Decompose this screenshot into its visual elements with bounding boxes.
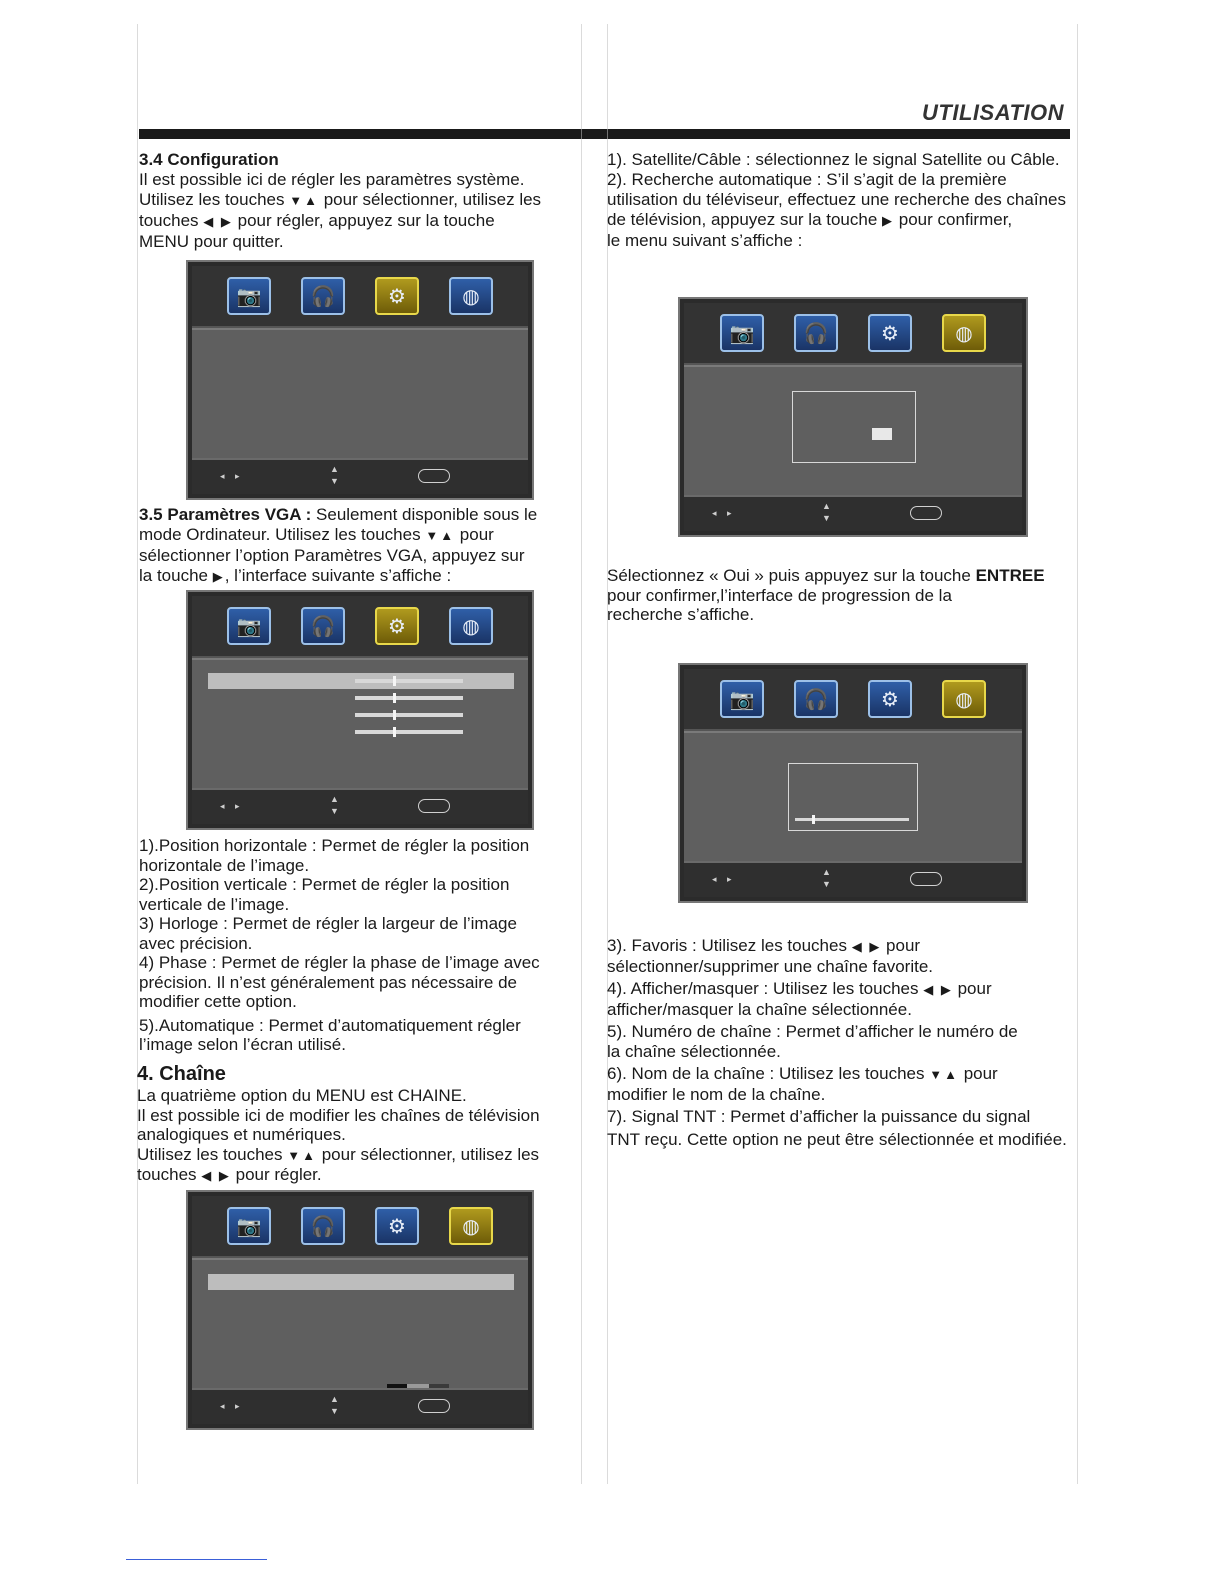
list-item: 4). Afficher/masquer : Utilisez les touches ◀ ▶ pour: [607, 979, 992, 998]
gear-icon: ⚙: [868, 314, 912, 352]
osd-footer: [192, 1388, 528, 1424]
select-section: [607, 566, 1107, 625]
vga-section: [139, 505, 579, 587]
config-text: Utilisez les touches ▼▲ pour sélectionner, utilisez les: [139, 190, 542, 209]
camera-icon: 📷: [720, 314, 764, 352]
globe-icon: ◍: [449, 1207, 493, 1245]
menu-key-icon: [910, 506, 942, 520]
up-down-hint-icon: ▲ ▼: [822, 867, 831, 889]
headphones-icon: 🎧: [301, 1207, 345, 1245]
vga-text: mode Ordinateur. Utilisez les touches ▼▲ pour: [139, 525, 494, 544]
list-item: modifier cette option.: [139, 992, 297, 1011]
slider-clock: [355, 713, 463, 717]
osd-channel-menu: [186, 1190, 534, 1430]
camera-icon: 📷: [227, 1207, 271, 1245]
list-item: 3) Horloge : Permet de régler la largeur de l’image: [139, 914, 517, 933]
right-text: Sélectionnez « Oui » puis appuyez sur la touche ENTREE: [607, 566, 1045, 585]
list-item: 6). Nom de la chaîne : Utilisez les touches ▼▲ pour: [607, 1064, 998, 1083]
gear-icon: ⚙: [375, 607, 419, 645]
vga-text: sélectionner l’option Paramètres VGA, appuyez sur: [139, 546, 525, 565]
list-item: verticale de l’image.: [139, 894, 290, 914]
list-item: sélectionner/supprimer une chaîne favorite.: [607, 956, 934, 976]
list-item: TNT reçu. Cette option ne peut être sélectionnée et modifiée.: [607, 1129, 1067, 1149]
slider-vertical-position: [355, 696, 463, 700]
left-right-hint-icon: ◂ ▸: [712, 874, 736, 884]
globe-icon: ◍: [942, 314, 986, 352]
oui-button[interactable]: [872, 428, 892, 440]
slider-thumb: [393, 727, 396, 737]
progress-thumb: [812, 815, 815, 824]
osd-footer: [684, 495, 1022, 531]
config-heading: 3.4 Configuration: [139, 150, 279, 169]
header-rule: [139, 129, 1070, 139]
gear-icon: ⚙: [868, 680, 912, 718]
up-down-hint-icon: ▲ ▼: [330, 464, 339, 486]
camera-icon: 📷: [720, 680, 764, 718]
list-item: afficher/masquer la chaîne sélectionnée.: [607, 999, 912, 1019]
osd-search-progress: [678, 663, 1028, 903]
headphones-icon: 🎧: [301, 607, 345, 645]
globe-icon: ◍: [942, 680, 986, 718]
gear-icon: ⚙: [375, 277, 419, 315]
globe-icon: ◍: [449, 607, 493, 645]
right-text: 1). Satellite/Câble : sélectionnez le signal Satellite ou Câble.: [607, 150, 1060, 169]
list-item: 4) Phase : Permet de régler la phase de l’image avec: [139, 953, 540, 972]
list-item: 2).Position verticale : Permet de régler la position: [139, 875, 510, 894]
list-item: 7). Signal TNT : Permet d’afficher la puissance du signal: [607, 1107, 1031, 1126]
left-right-hint-icon: ◂ ▸: [220, 471, 244, 481]
list-item: précision. Il n’est généralement pas nécessaire de: [139, 972, 517, 992]
search-section: [607, 150, 1107, 251]
channel-items: [607, 936, 1117, 1149]
gear-icon: ⚙: [375, 1207, 419, 1245]
right-text: recherche s’affiche.: [607, 605, 755, 624]
list-item: l’image selon l’écran utilisé.: [139, 1035, 346, 1054]
confirm-dialog: [792, 391, 916, 463]
left-right-hint-icon: ◂ ▸: [220, 1401, 244, 1411]
vga-text: 3.5 Paramètres VGA : Seulement disponible sous le: [139, 505, 538, 524]
camera-icon: 📷: [227, 607, 271, 645]
osd-body: [192, 1258, 528, 1388]
up-down-hint-icon: ▲ ▼: [330, 1394, 339, 1416]
up-down-hint-icon: ▲ ▼: [330, 794, 339, 816]
highlight-row: [208, 1274, 514, 1290]
list-item: 1).Position horizontale : Permet de régler la position: [139, 836, 530, 855]
right-text: pour confirmer,l’interface de progression de la: [607, 585, 952, 605]
list-item: 5).Automatique : Permet d’automatiquement régler: [139, 1015, 521, 1035]
camera-icon: 📷: [227, 277, 271, 315]
menu-key-icon: [418, 799, 450, 813]
headphones-icon: 🎧: [794, 314, 838, 352]
slider-thumb: [393, 676, 396, 686]
slider-thumb: [393, 693, 396, 703]
config-text: Il est possible ici de régler les paramètres système.: [139, 170, 525, 189]
config-text: touches ◀ ▶ pour régler, appuyez sur la touche: [139, 211, 495, 230]
right-text: le menu suivant s’affiche :: [607, 231, 803, 250]
osd-footer: [192, 788, 528, 824]
chaine-text: La quatrième option du MENU est CHAINE.: [137, 1086, 467, 1105]
headphones-icon: 🎧: [301, 277, 345, 315]
osd-footer: [192, 458, 528, 494]
slider-phase: [355, 730, 463, 734]
chaine-heading: 4. Chaîne: [137, 1063, 226, 1085]
config-section: [139, 150, 579, 252]
osd-search-confirm: [678, 297, 1028, 537]
menu-key-icon: [418, 469, 450, 483]
progress-dialog: [788, 763, 918, 831]
chaine-text: Il est possible ici de modifier les chaînes de télévision: [137, 1105, 540, 1125]
left-right-hint-icon: ◂ ▸: [712, 508, 736, 518]
list-item: 5). Numéro de chaîne : Permet d’afficher le numéro de: [607, 1022, 1018, 1041]
chaine-text: analogiques et numériques.: [137, 1125, 346, 1144]
osd-body: [684, 731, 1022, 861]
config-text: MENU pour quitter.: [139, 232, 284, 251]
right-text: de télévision, appuyez sur la touche ▶ pour confirmer,: [607, 210, 1013, 229]
headphones-icon: 🎧: [794, 680, 838, 718]
page-header-title: UTILISATION: [922, 100, 1064, 125]
osd-config-menu: [186, 260, 534, 500]
chaine-section: [137, 1062, 581, 1186]
chaine-text: touches ◀ ▶ pour régler.: [137, 1165, 322, 1184]
footer-link-underline: [126, 1559, 267, 1560]
right-text: utilisation du téléviseur, effectuez une recherche des chaînes: [607, 190, 1066, 209]
vga-text: la touche ▶, l’interface suivante s’affiche :: [139, 566, 452, 585]
menu-key-icon: [910, 872, 942, 886]
osd-body: [192, 328, 528, 458]
search-progress-bar: [795, 818, 909, 821]
list-item: horizontale de l’image.: [139, 855, 310, 875]
list-item: modifier le nom de la chaîne.: [607, 1084, 826, 1104]
osd-vga-menu: [186, 590, 534, 830]
list-item: avec précision.: [139, 933, 253, 953]
slider-horizontal-position: [355, 679, 463, 683]
osd-body: [192, 658, 528, 788]
list-item: 3). Favoris : Utilisez les touches ◀ ▶ pour: [607, 936, 921, 955]
osd-footer: [684, 861, 1022, 897]
slider-thumb: [393, 710, 396, 720]
chaine-text: Utilisez les touches ▼▲ pour sélectionner, utilisez les: [137, 1144, 540, 1164]
vga-items: [139, 836, 579, 1055]
menu-key-icon: [418, 1399, 450, 1413]
up-down-hint-icon: ▲ ▼: [822, 501, 831, 523]
list-item: la chaîne sélectionnée.: [607, 1041, 781, 1061]
globe-icon: ◍: [449, 277, 493, 315]
osd-body: [684, 365, 1022, 495]
right-text: 2). Recherche automatique : S’il s’agit de la première: [607, 170, 1007, 189]
left-right-hint-icon: ◂ ▸: [220, 801, 244, 811]
